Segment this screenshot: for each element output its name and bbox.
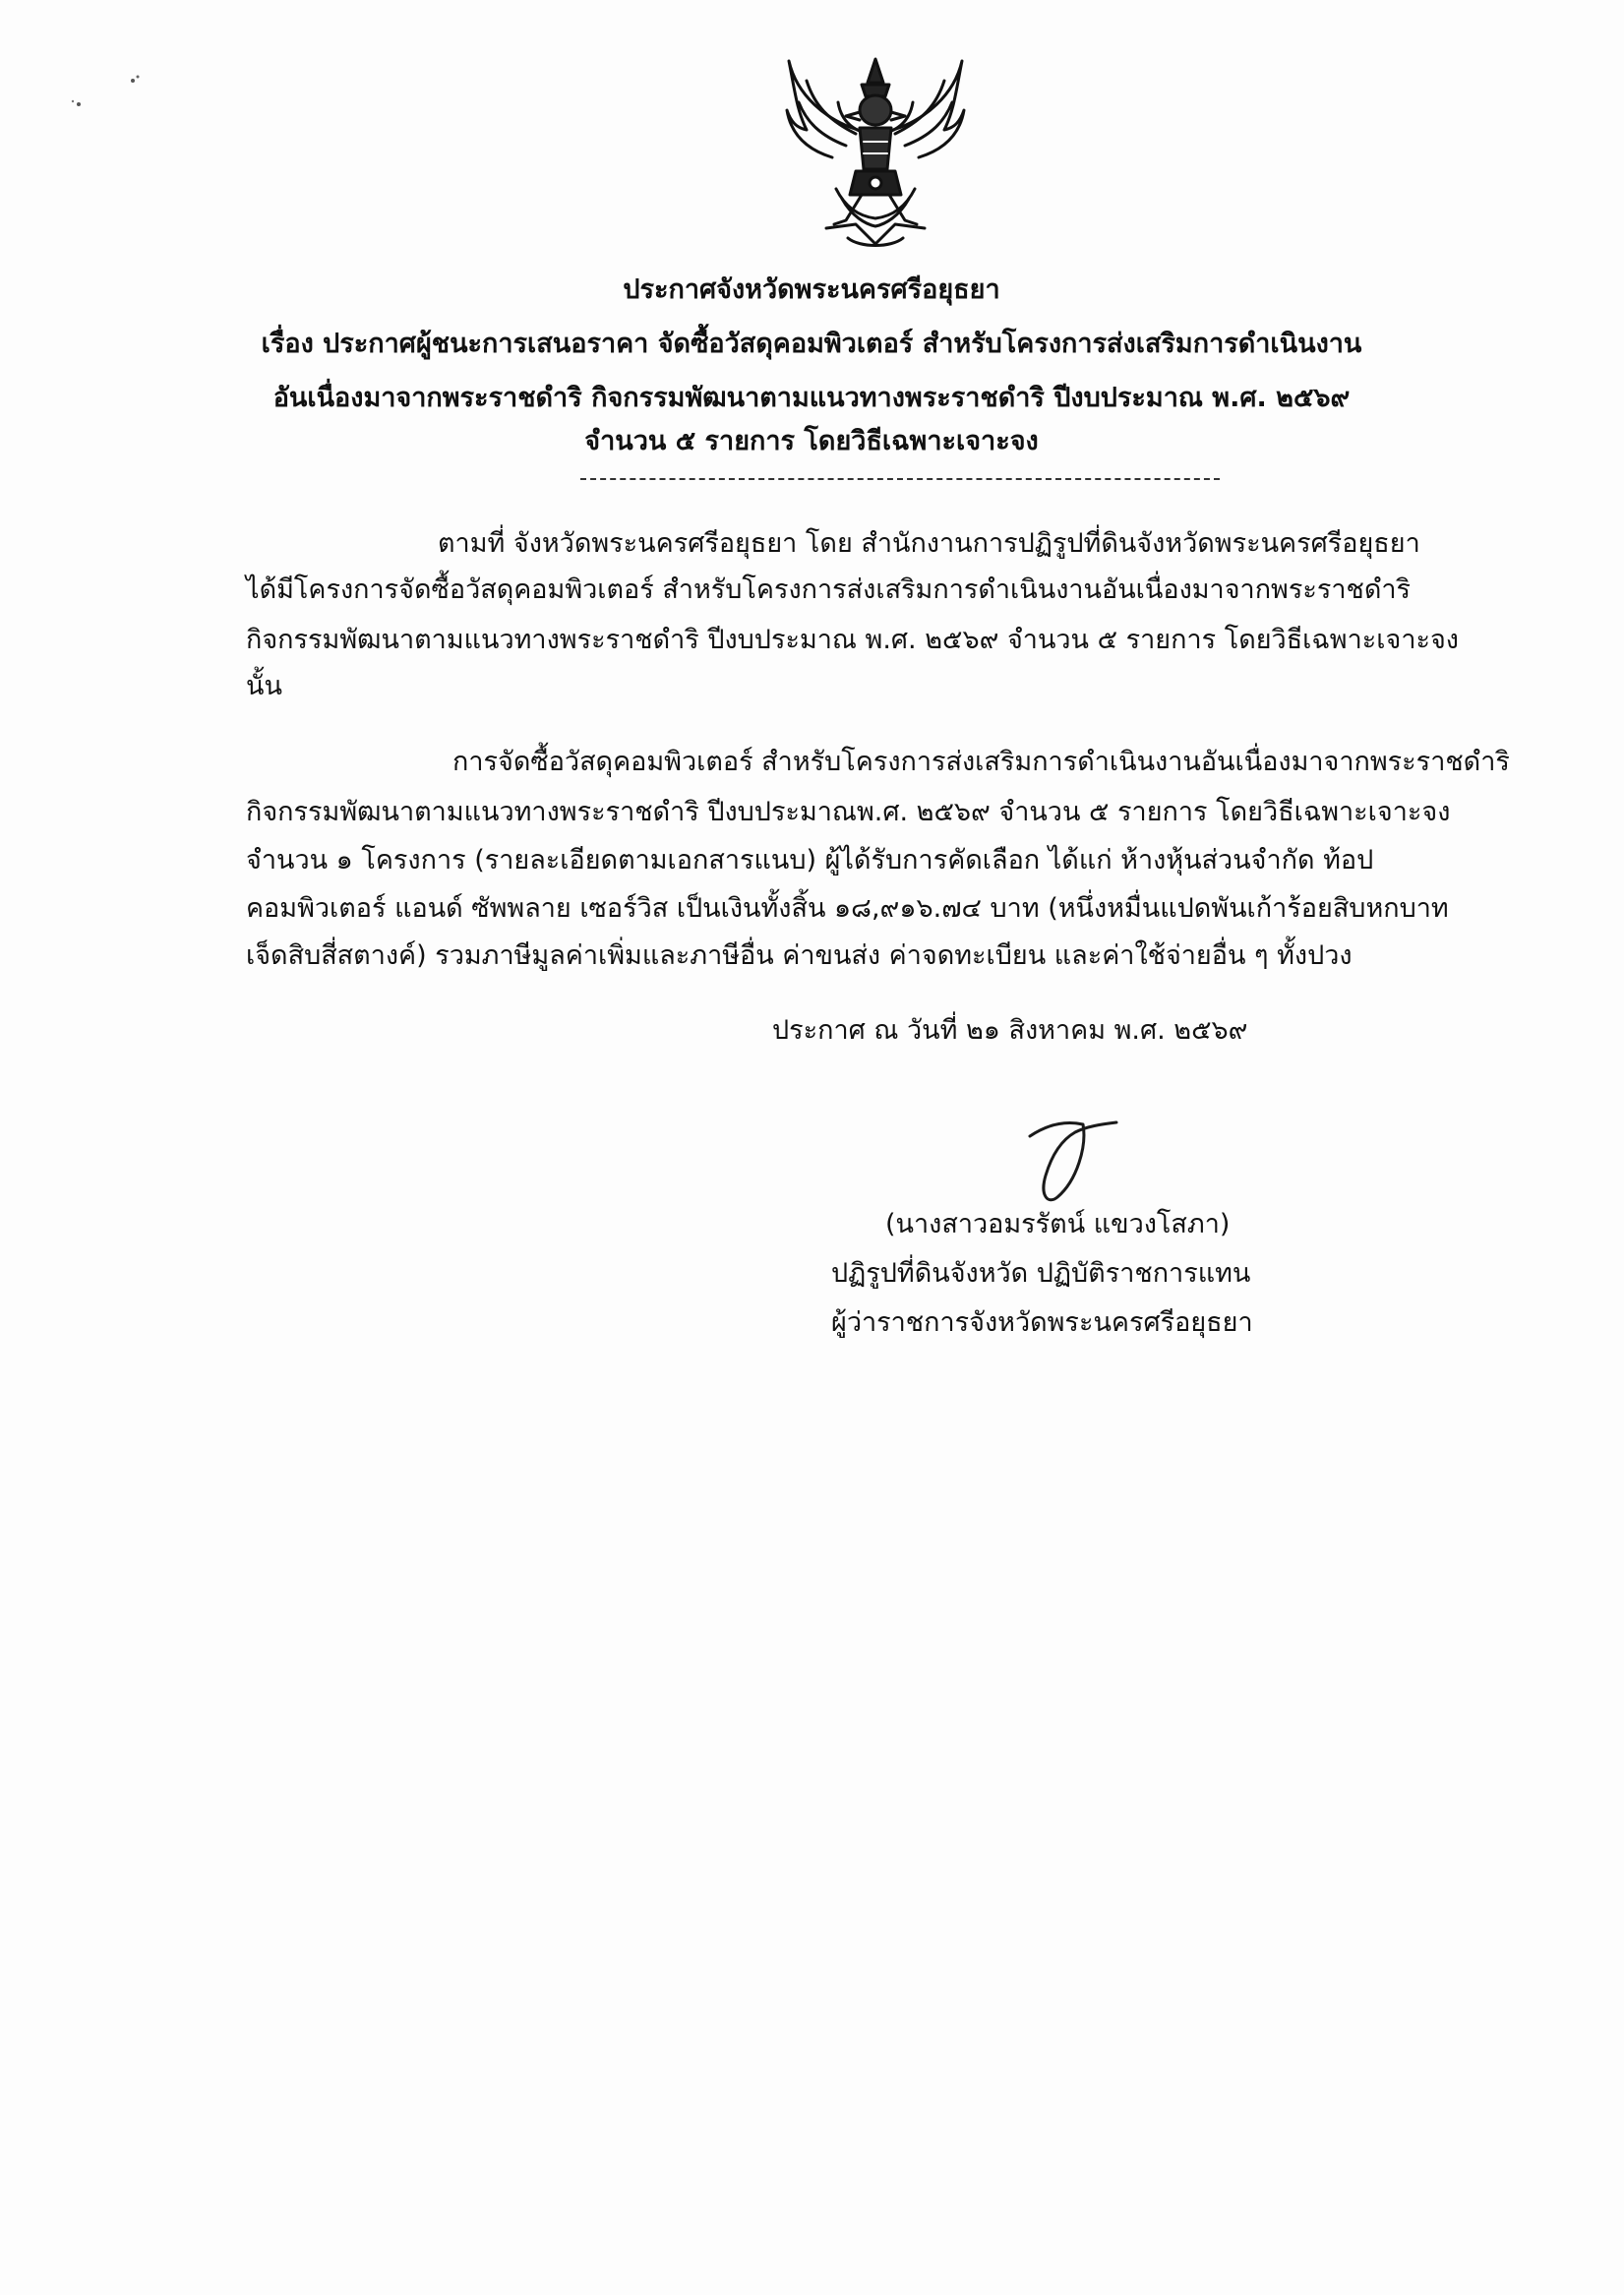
signatory-position-1: ปฏิรูปที่ดินจังหวัด ปฏิบัติราชการแทน bbox=[831, 1258, 1251, 1289]
signatory-name: (นางสาวอมรรัตน์ แขวงโสภา) bbox=[885, 1209, 1231, 1239]
handwritten-signature bbox=[1018, 1107, 1136, 1215]
subject-line-3: จำนวน ๕ รายการ โดยวิธีเฉพาะเจาะจง bbox=[584, 426, 1039, 456]
garuda-emblem bbox=[777, 51, 974, 258]
subject-line-1: เรื่อง ประกาศผู้ชนะการเสนอราคา จัดซื้อวัสดุคอมพิวเตอร์ สำหรับโครงการส่งเสริมการดำเนินงาน bbox=[261, 329, 1362, 359]
para1-line-1: ตามที่ จังหวัดพระนครศรีอยุธยา โดย สำนักงานการปฏิรูปที่ดินจังหวัดพระนครศรีอยุธยา bbox=[438, 528, 1420, 559]
announce-date: ประกาศ ณ วันที่ ๒๑ สิงหาคม พ.ศ. ๒๕๖๙ bbox=[772, 1015, 1248, 1046]
para1-line-4: นั้น bbox=[246, 671, 282, 701]
signatory-position-2: ผู้ว่าราชการจังหวัดพระนครศรีอยุธยา bbox=[831, 1307, 1253, 1338]
subject-line-2: อันเนื่องมาจากพระราชดำริ กิจกรรมพัฒนาตามแนวทางพระราชดำริ ปีงบประมาณ พ.ศ. ๒๕๖๙ bbox=[272, 383, 1351, 413]
announcement-title: ประกาศจังหวัดพระนครศรีอยุธยา bbox=[623, 274, 1000, 305]
para2-line-3: จำนวน ๑ โครงการ (รายละเอียดตามเอกสารแนบ) ผู้ได้รับการคัดเลือก ได้แก่ ห้างหุ้นส่วนจำกัด ท้อป bbox=[246, 845, 1374, 876]
para1-line-3: กิจกรรมพัฒนาตามแนวทางพระราชดำริ ปีงบประมาณ พ.ศ. ๒๕๖๙ จำนวน ๕ รายการ โดยวิธีเฉพาะเจาะจง bbox=[246, 625, 1459, 655]
para2-line-4: คอมพิวเตอร์ แอนด์ ซัพพลาย เซอร์วิส เป็นเงินทั้งสิ้น ๑๘,๙๑๖.๗๔ บาท (หนึ่งหมื่นแปดพันเก้าร้อยสิบหกบาท bbox=[246, 893, 1449, 924]
header-separator bbox=[580, 478, 1220, 480]
para2-line-5: เจ็ดสิบสี่สตางค์) รวมภาษีมูลค่าเพิ่มและภาษีอื่น ค่าขนส่ง ค่าจดทะเบียน และค่าใช้จ่ายอื่น ๆ ทั้งปวง bbox=[246, 940, 1353, 971]
scan-specks bbox=[59, 69, 167, 118]
para2-line-2: กิจกรรมพัฒนาตามแนวทางพระราชดำริ ปีงบประมาณพ.ศ. ๒๕๖๙ จำนวน ๕ รายการ โดยวิธีเฉพาะเจาะจง bbox=[246, 797, 1451, 827]
para2-line-1: การจัดซื้อวัสดุคอมพิวเตอร์ สำหรับโครงการส่งเสริมการดำเนินงานอันเนื่องมาจากพระราชดำริ bbox=[452, 747, 1510, 777]
para1-line-2: ได้มีโครงการจัดซื้อวัสดุคอมพิวเตอร์ สำหรับโครงการส่งเสริมการดำเนินงานอันเนื่องมาจากพระราชดำริ bbox=[246, 574, 1412, 605]
